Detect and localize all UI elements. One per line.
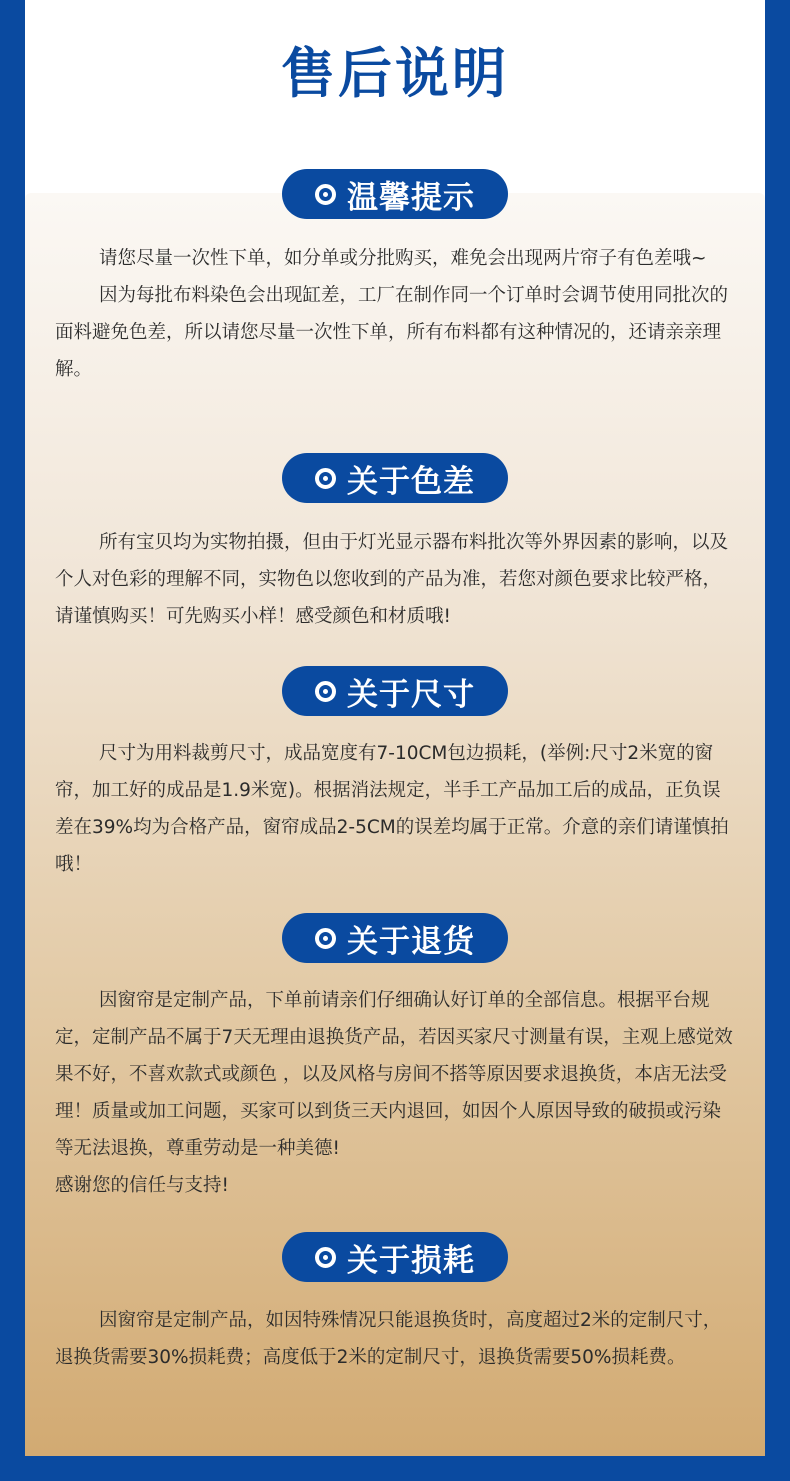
- circle-dot-icon: [315, 1247, 336, 1268]
- section-heading-size: [282, 666, 508, 716]
- section-heading-returns: [282, 913, 508, 963]
- circle-dot-icon: [315, 184, 336, 205]
- section-heading-label: 关于退货: [347, 923, 475, 960]
- paragraph: 因窗帘是定制产品，如因特殊情况只能退换货时，高度超过2米的定制尺寸，退换货需要30%损耗费；高度低于2米的定制尺寸，退换货需要50%损耗费。: [55, 1310, 722, 1368]
- paragraph: 所有宝贝均为实物拍摄，但由于灯光显示器布料批次等外界因素的影响，以及个人对色彩的理解不同，实物色以您收到的产品为准，若您对颜色要求比较严格，请谨慎购买！可先购买小样！感受颜色和材质哦!: [55, 532, 729, 627]
- paragraph: 尺寸为用料裁剪尺寸，成品宽度有7-10CM包边损耗，(举例:尺寸2米宽的窗帘，加工好的成品是1.9米宽)。根据消法规定，半手工产品加工后的成品，正负误差在39%均为合格产品，窗帘成品2-5CM的误差均属于正常。介意的亲们请谨慎拍哦！: [55, 743, 729, 875]
- page-title: 售后说明: [281, 42, 509, 105]
- paragraph: 因为每批布料染色会出现缸差，工厂在制作同一个订单时会调节使用同批次的面料避免色差，所以请您尽量一次性下单，所有布料都有这种情况的，还请亲亲理解。: [55, 285, 729, 380]
- section-body-size: [55, 735, 735, 883]
- section-heading-label: 关于尺寸: [347, 676, 475, 713]
- circle-dot-icon: [315, 928, 336, 949]
- paragraph: 请您尽量一次性下单，如分单或分批购买，难免会出现两片帘子有色差哦~: [99, 248, 707, 269]
- section-heading-tips: [282, 169, 508, 219]
- section-body-color-difference: [55, 524, 735, 635]
- circle-dot-icon: [315, 468, 336, 489]
- section-heading-color-difference: [282, 453, 508, 503]
- section-heading-loss: [282, 1232, 508, 1282]
- circle-dot-icon: [315, 681, 336, 702]
- section-body-loss: [55, 1302, 735, 1376]
- section-body-returns: [55, 982, 735, 1204]
- section-heading-label: 关于损耗: [347, 1242, 475, 1279]
- section-body-tips: [55, 240, 735, 388]
- paragraph: 感谢您的信任与支持!: [55, 1175, 229, 1196]
- section-heading-label: 关于色差: [347, 463, 475, 500]
- paragraph: 因窗帘是定制产品，下单前请亲们仔细确认好订单的全部信息。根据平台规定，定制产品不属于7天无理由退换货产品，若因买家尺寸测量有误，主观上感觉效果不好，不喜欢款式或颜色 ，以及风格与房间不搭等原因要求退换货，本店无法受理！质量或加工问题，买家可以到货三天内退回，如因个人原因导致的破损或污染等无法退换，尊重劳动是一种美德!: [55, 990, 733, 1159]
- section-heading-label: 温馨提示: [347, 179, 475, 216]
